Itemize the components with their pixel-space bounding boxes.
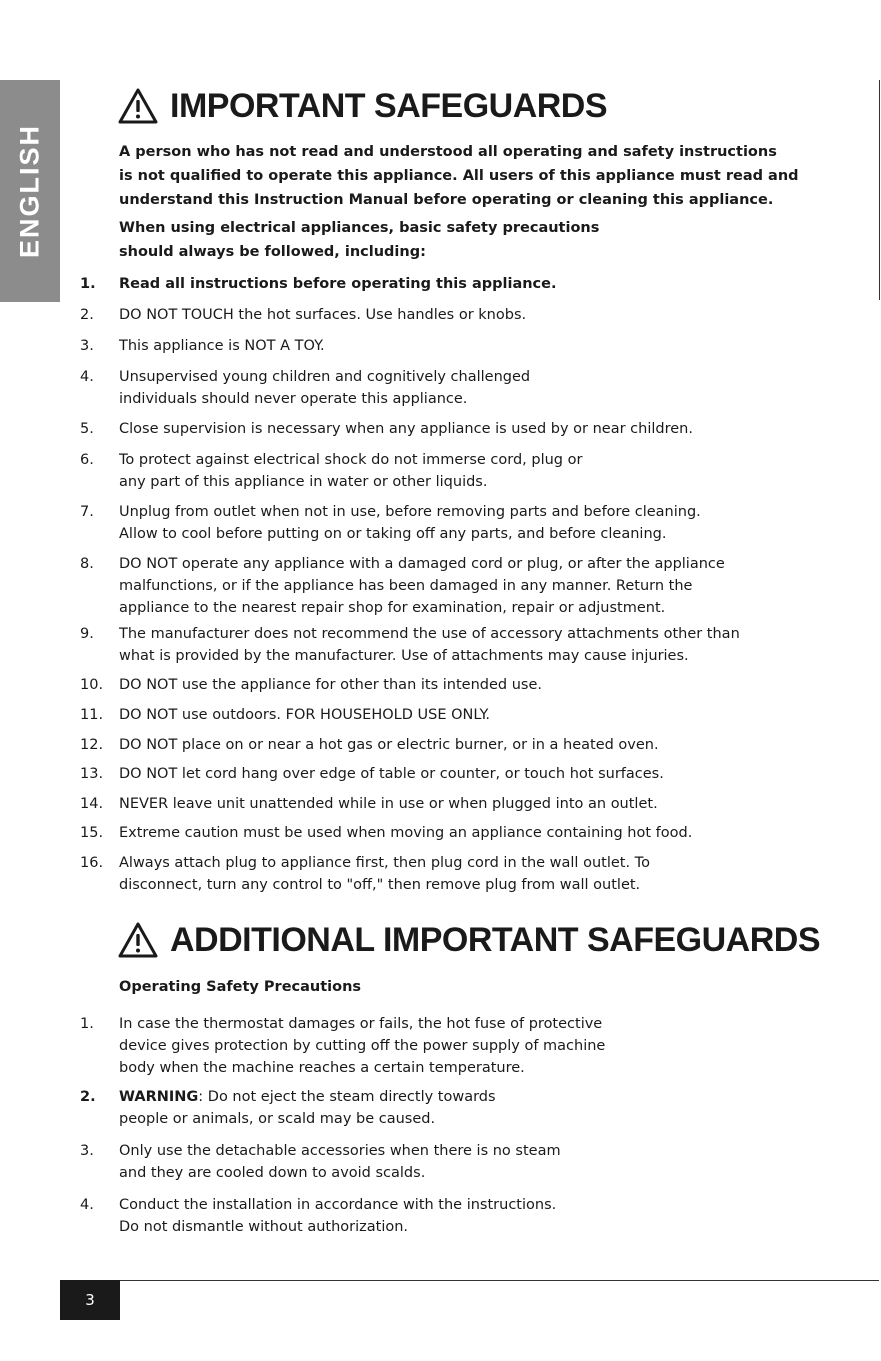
item-text: In case the thermostat damages or fails, the hot fuse of protective device gives protection by cutting off the power supply of machine body when the machine reaches a certain temperature. bbox=[119, 1016, 606, 1076]
important-safeguards-heading bbox=[118, 86, 607, 126]
item-number: 13. bbox=[80, 766, 104, 782]
right-margin-rule bbox=[879, 80, 880, 300]
item-text: This appliance is NOT A TOY. bbox=[119, 338, 325, 354]
intro-line: should always be followed, including: bbox=[119, 244, 426, 260]
item-text: DO NOT operate any appliance with a damaged cord or plug, or after the appliance malfunctions, or if the appliance has been damaged in any manner. Return the appliance to the nearest repair shop for examination, repair or adjustment. bbox=[119, 556, 725, 616]
item-text: Unplug from outlet when not in use, before removing parts and before cleaning. Allow to cool before putting on or taking off any parts, and before cleaning. bbox=[119, 504, 701, 542]
item-number: 8. bbox=[80, 556, 94, 572]
item-text: Extreme caution must be used when moving an appliance containing hot food. bbox=[119, 825, 693, 841]
item-number: 4. bbox=[80, 1197, 94, 1213]
item-number: 3. bbox=[80, 338, 94, 354]
item-number: 2. bbox=[80, 307, 94, 323]
item-number: 12. bbox=[80, 737, 104, 753]
item-number: 2. bbox=[80, 1089, 96, 1105]
language-side-tab bbox=[0, 80, 60, 302]
intro-line: When using electrical appliances, basic safety precautions bbox=[119, 220, 600, 236]
item-text: Unsupervised young children and cognitively challenged individuals should never operate this appliance. bbox=[119, 369, 531, 407]
page-number: 3 bbox=[60, 1280, 120, 1320]
intro-line: A person who has not read and understood all operating and safety instructions bbox=[119, 144, 777, 160]
item-number: 16. bbox=[80, 855, 104, 871]
item-number: 1. bbox=[80, 276, 96, 292]
heading-text: ADDITIONAL IMPORTANT SAFEGUARDS bbox=[170, 921, 821, 959]
item-text: DO NOT use outdoors. FOR HOUSEHOLD USE ONLY. bbox=[119, 707, 491, 723]
additional-safeguards-heading bbox=[118, 920, 820, 960]
item-number: 1. bbox=[80, 1016, 94, 1032]
item-text: Read all instructions before operating this appliance. bbox=[119, 276, 557, 292]
item-text: Only use the detachable accessories when there is no steam and they are cooled down to avoid scalds. bbox=[119, 1143, 561, 1181]
intro-line: is not qualified to operate this appliance. All users of this appliance must read and bbox=[119, 168, 799, 184]
item-number: 9. bbox=[80, 626, 94, 642]
item-number: 14. bbox=[80, 796, 104, 812]
item-number: 4. bbox=[80, 369, 94, 385]
item-number: 3. bbox=[80, 1143, 94, 1159]
item-text: Always attach plug to appliance first, then plug cord in the wall outlet. To disconnect, turn any control to "off," then remove plug from wall outlet. bbox=[119, 855, 650, 893]
item-number: 10. bbox=[80, 677, 104, 693]
heading-text: IMPORTANT SAFEGUARDS bbox=[170, 87, 608, 125]
operating-precautions-subheading: Operating Safety Precautions bbox=[119, 979, 362, 995]
item-text: DO NOT use the appliance for other than its intended use. bbox=[119, 677, 542, 693]
basic-precautions-paragraph bbox=[119, 216, 599, 264]
item-text: To protect against electrical shock do not immerse cord, plug or any part of this appliance in water or other liquids. bbox=[119, 452, 583, 490]
item-text: WARNING: Do not eject the steam directly towards people or animals, or scald may be caused. bbox=[119, 1089, 496, 1127]
item-text: Conduct the installation in accordance with the instructions. Do not dismantle without authorization. bbox=[119, 1197, 557, 1235]
item-text: NEVER leave unit unattended while in use or when plugged into an outlet. bbox=[119, 796, 658, 812]
intro-paragraph bbox=[119, 140, 799, 212]
item-text: DO NOT let cord hang over edge of table or counter, or touch hot surfaces. bbox=[119, 766, 664, 782]
item-number: 7. bbox=[80, 504, 94, 520]
item-text: Close supervision is necessary when any appliance is used by or near children. bbox=[119, 421, 693, 437]
item-number: 15. bbox=[80, 825, 104, 841]
item-number: 5. bbox=[80, 421, 94, 437]
item-number: 11. bbox=[80, 707, 104, 723]
footer-rule bbox=[60, 1280, 879, 1281]
warning-triangle-icon bbox=[118, 922, 158, 958]
intro-line: understand this Instruction Manual before operating or cleaning this appliance. bbox=[119, 192, 774, 208]
warning-triangle-icon bbox=[118, 88, 158, 124]
language-label: ENGLISH bbox=[14, 123, 45, 259]
warning-label: WARNING bbox=[119, 1089, 199, 1105]
item-text: The manufacturer does not recommend the use of accessory attachments other than what is provided by the manufacturer. Use of attachments may cause injuries. bbox=[119, 626, 740, 664]
item-text: DO NOT TOUCH the hot surfaces. Use handles or knobs. bbox=[119, 307, 527, 323]
item-number: 6. bbox=[80, 452, 94, 468]
item-text: DO NOT place on or near a hot gas or electric burner, or in a heated oven. bbox=[119, 737, 659, 753]
